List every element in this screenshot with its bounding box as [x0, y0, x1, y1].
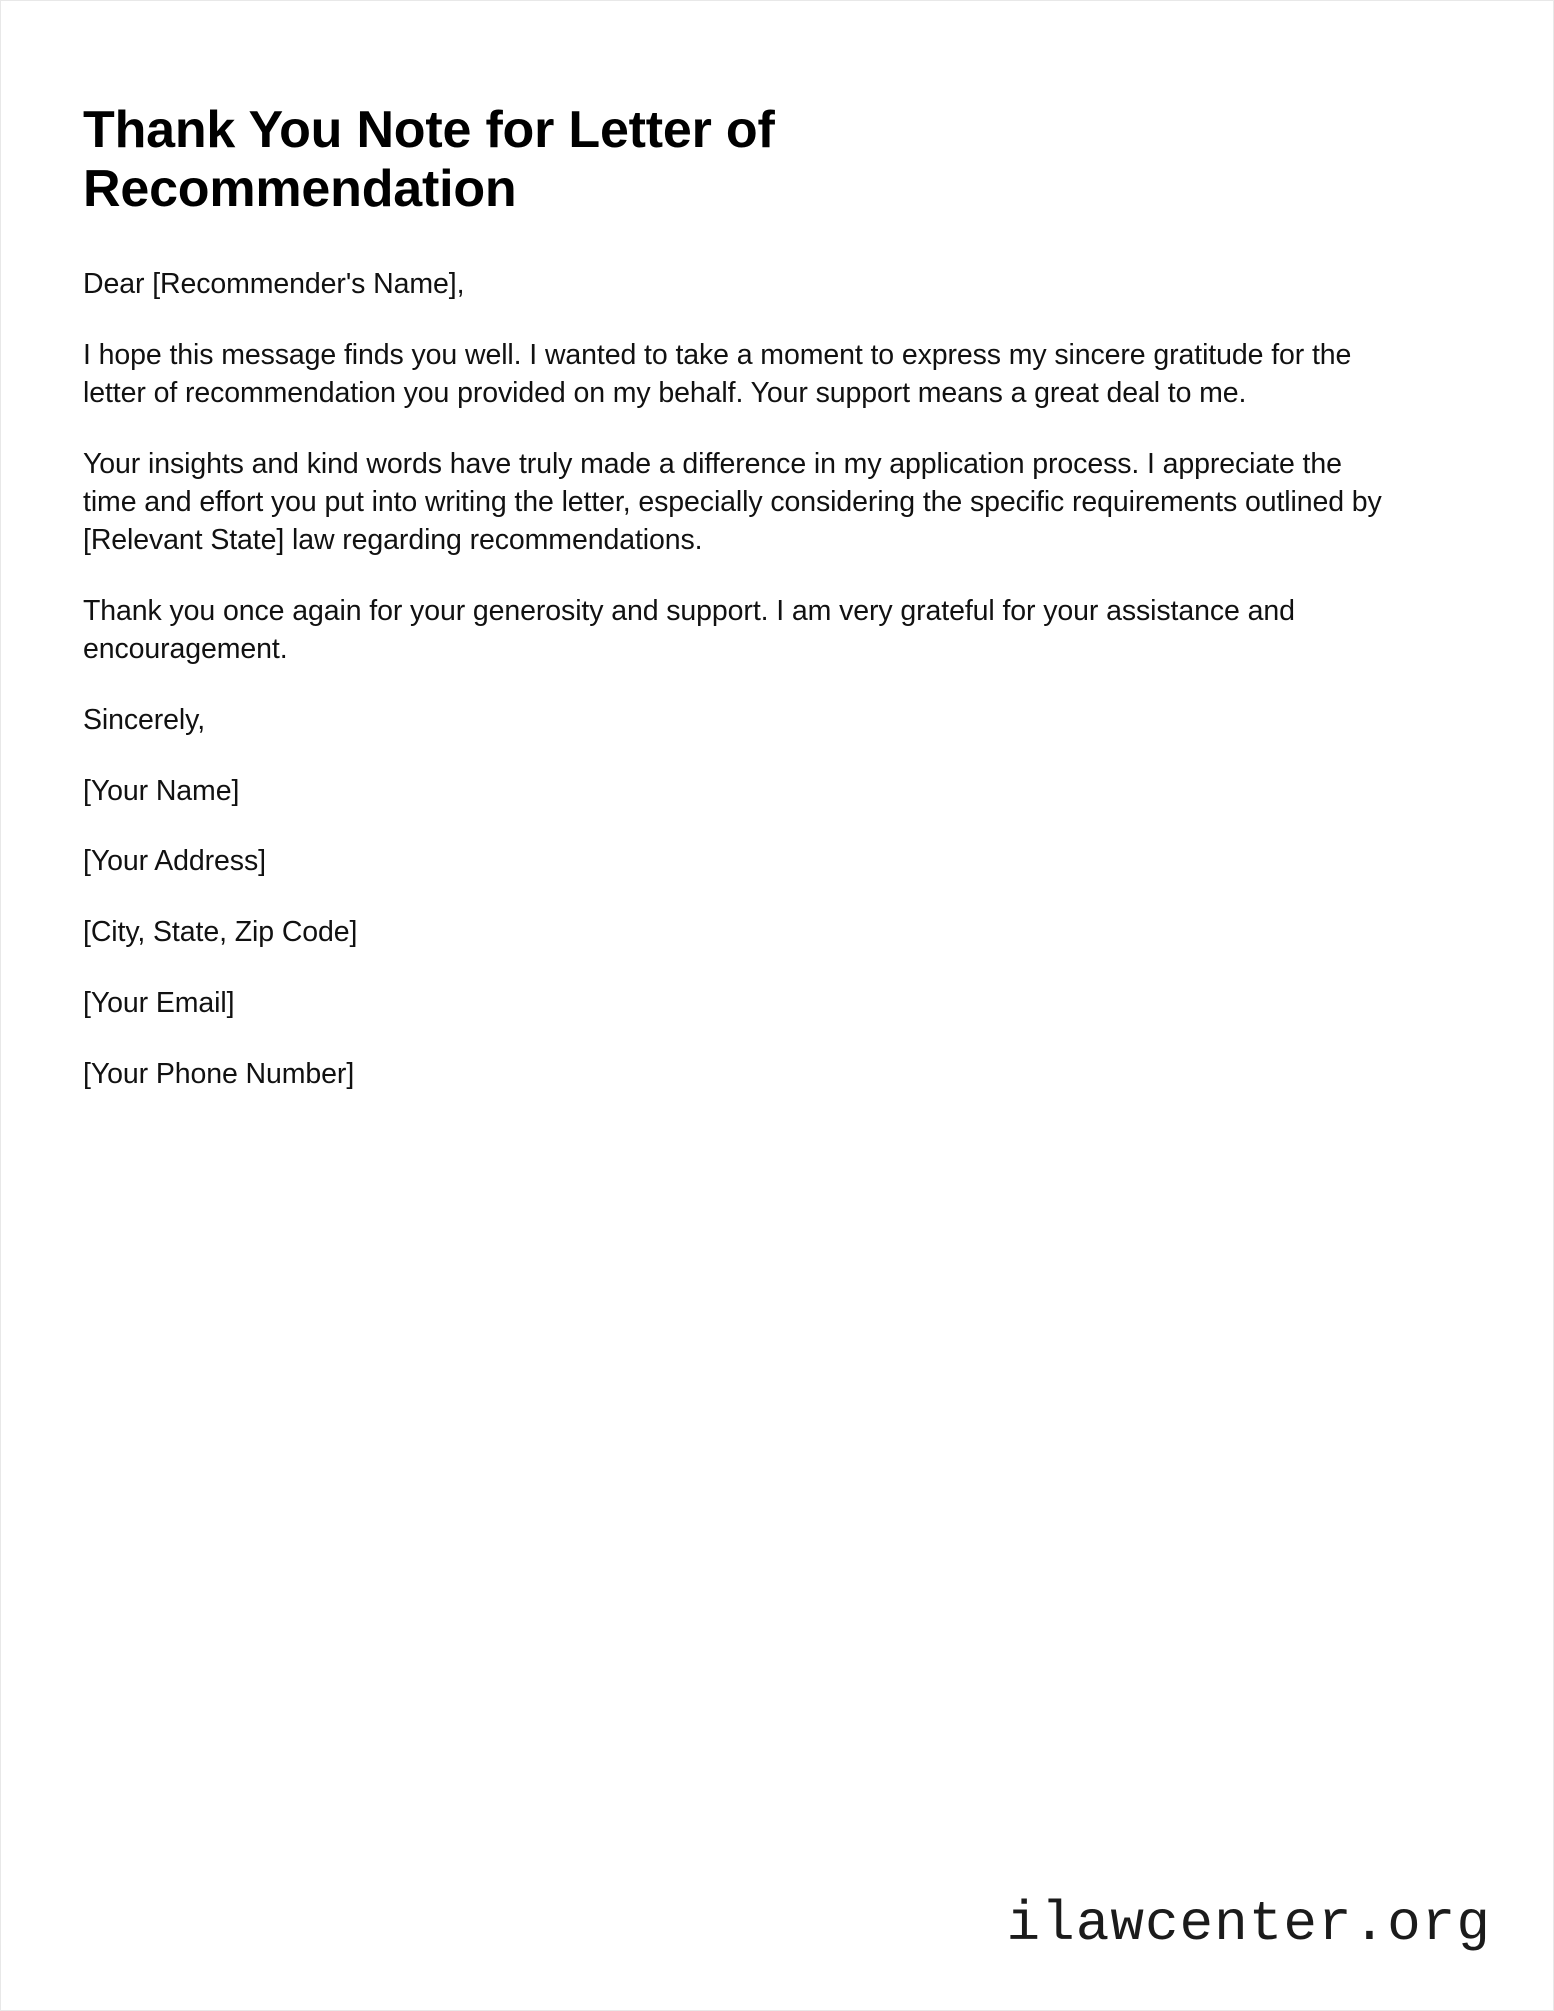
page-title: Thank You Note for Letter of Recommendation: [83, 101, 775, 219]
signature-phone: [Your Phone Number]: [83, 1058, 355, 1091]
signature-address: [Your Address]: [83, 845, 266, 878]
signature-city-state-zip: [City, State, Zip Code]: [83, 916, 358, 949]
signature-name: [Your Name]: [83, 774, 240, 807]
letter-paragraph-1: I hope this message finds you well. I wanted to take a moment to express my sincere gratitude for the letter of recommendation you provided on my behalf. Your support means a great deal to me.: [83, 339, 1352, 410]
letter-salutation: Dear [Recommender's Name],: [83, 267, 465, 300]
signature-email: [Your Email]: [83, 987, 235, 1020]
letter-paragraph-2: Your insights and kind words have truly made a difference in my application process. I appreciate the time and effort you put into writing the letter, especially considering the specific requirements outlined by [Relevant State] law regarding recommendations.: [83, 448, 1382, 556]
letter-content: [83, 101, 1398, 1127]
letter-paragraph-3: Thank you once again for your generosity and support. I am very grateful for your assistance and encouragement.: [83, 594, 1295, 665]
letter-closing: Sincerely,: [83, 703, 206, 736]
site-watermark: ilawcenter.org: [1006, 1892, 1491, 1956]
